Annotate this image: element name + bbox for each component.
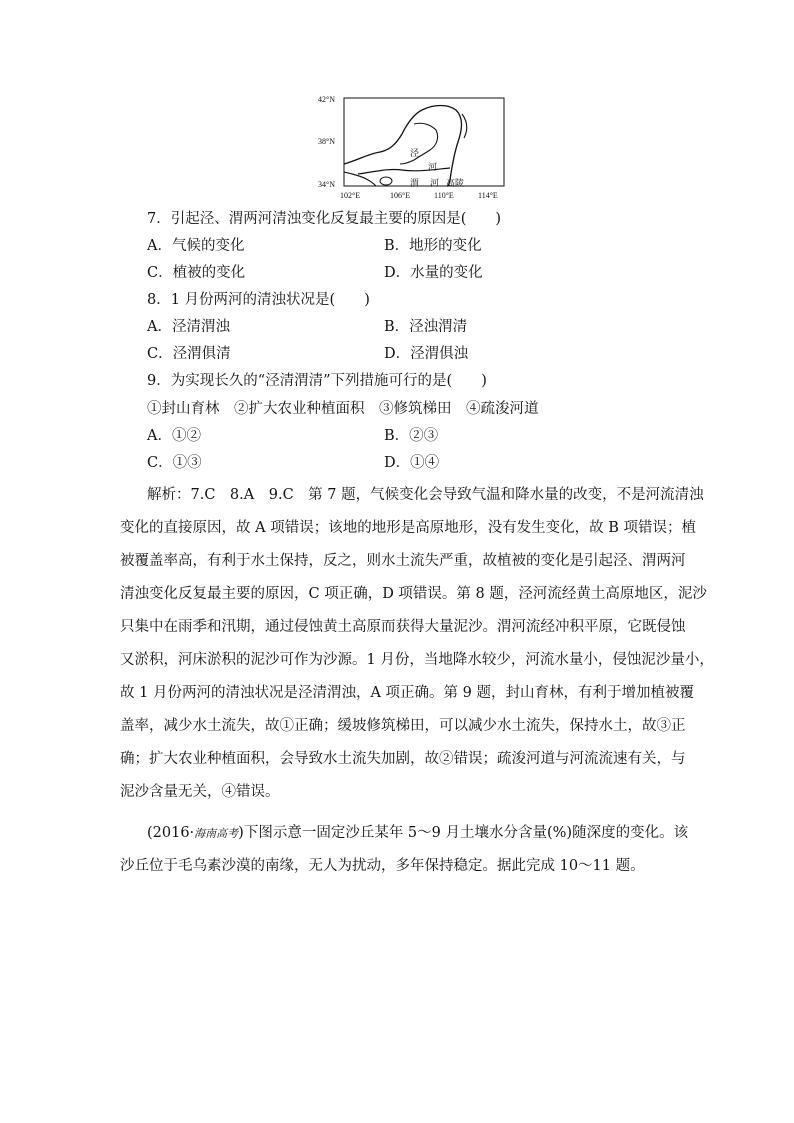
label-jing: 泾: [410, 148, 420, 158]
q7-option-a: A．气候的变化: [147, 238, 245, 254]
q8-stem: 8．1 月份两河的清浊状况是( ): [147, 292, 370, 308]
label-he2: 河: [430, 178, 440, 188]
analysis-line-7: 故 1 月份两河的清浊状况是泾清渭浊，A 项正确。第 9 题，封山育林，有利于增加植被覆: [120, 685, 694, 701]
analysis-line-10: 泥沙含量无关，④错误。: [120, 784, 280, 800]
analysis-line-9: 确；扩大农业种植面积，会导致水土流失加剧，故②错误；疏浚河道与河流流速有关，与: [120, 751, 686, 767]
q7-option-b: B．地形的变化: [384, 238, 482, 254]
analysis-line-4: 清浊变化反复最主要的原因，C 项正确，D 项错误。第 8 题，泾河流经黄土高原地区，泥沙: [120, 586, 707, 602]
lon-102: 102°E: [340, 191, 361, 200]
intro-line-1: [147, 824, 689, 843]
analysis-line-2: 变化的直接原因，故 A 项错误；该地的地形是高原地形，没有发生变化，故 B 项错误；植: [120, 520, 697, 536]
lat-38: 38°N: [318, 137, 335, 146]
lon-110: 110°E: [434, 191, 454, 200]
q9-option-a: A．①②: [147, 428, 201, 444]
q7-option-d: D．水量的变化: [384, 265, 483, 281]
intro-rest: )下图示意一固定沙丘某年 5～9 月土壤水分含量(%)随深度的变化。该: [238, 825, 689, 841]
tributary-right: [462, 114, 467, 138]
q8-option-c: C．泾渭俱清: [147, 346, 231, 362]
q9-items: ①封山育林 ②扩大农业种植面积 ③修筑梯田 ④疏浚河道: [147, 401, 539, 417]
lon-114: 114°E: [478, 191, 498, 200]
label-gaoling: 高陵: [446, 178, 465, 188]
q9-option-d: D．①④: [384, 455, 440, 471]
label-wei: 渭: [410, 178, 420, 188]
q9-option-b: B．②③: [384, 428, 439, 444]
analysis-line-1: 解析：7.C 8.A 9.C 第 7 题，气候变化会导致气温和降水量的改变，不是河流清浊: [147, 487, 704, 503]
river-mark: [380, 177, 392, 185]
analysis-line-3: 被覆盖率高，有利于水土保持，反之，则水土流失严重，故植被的变化是引起泾、渭两河: [120, 553, 686, 569]
q8-option-d: D．泾渭俱浊: [384, 346, 469, 362]
jing-wei-river-map: [318, 94, 510, 204]
analysis-line-5: 只集中在雨季和汛期，通过侵蚀黄土高原而获得大量泥沙。渭河流经冲积平原，它既侵蚀: [120, 619, 686, 635]
intro-year: (2016·: [147, 825, 195, 841]
q7-stem: 7．引起泾、渭两河清浊变化反复最主要的原因是( ): [147, 211, 502, 227]
lon-106: 106°E: [390, 191, 411, 200]
q9-option-c: C．①③: [147, 455, 202, 471]
lat-42: 42°N: [318, 95, 335, 104]
analysis-line-6: 又淤积，河床淤积的泥沙可作为沙源。1 月份，当地降水较少，河流水量小，侵蚀泥沙量小，: [120, 652, 714, 668]
q7-option-c: C．植被的变化: [147, 265, 246, 281]
q8-option-a: A．泾清渭浊: [147, 319, 230, 335]
label-he: 河: [428, 162, 438, 172]
analysis-line-8: 盖率，减少水土流失，故①正确；缓坡修筑梯田，可以减少水土流失，保持水土，故③正: [120, 718, 686, 734]
intro-line-2: 沙丘位于毛乌素沙漠的南缘，无人为扰动，多年保持稳定。据此完成 10～11 题。: [120, 858, 645, 874]
lat-34: 34°N: [318, 180, 335, 189]
intro-source: 海南高考: [194, 827, 239, 840]
q9-stem: 9．为实现长久的“泾清渭清”下列措施可行的是( ): [147, 373, 487, 389]
q8-option-b: B．泾浊渭清: [384, 319, 468, 335]
